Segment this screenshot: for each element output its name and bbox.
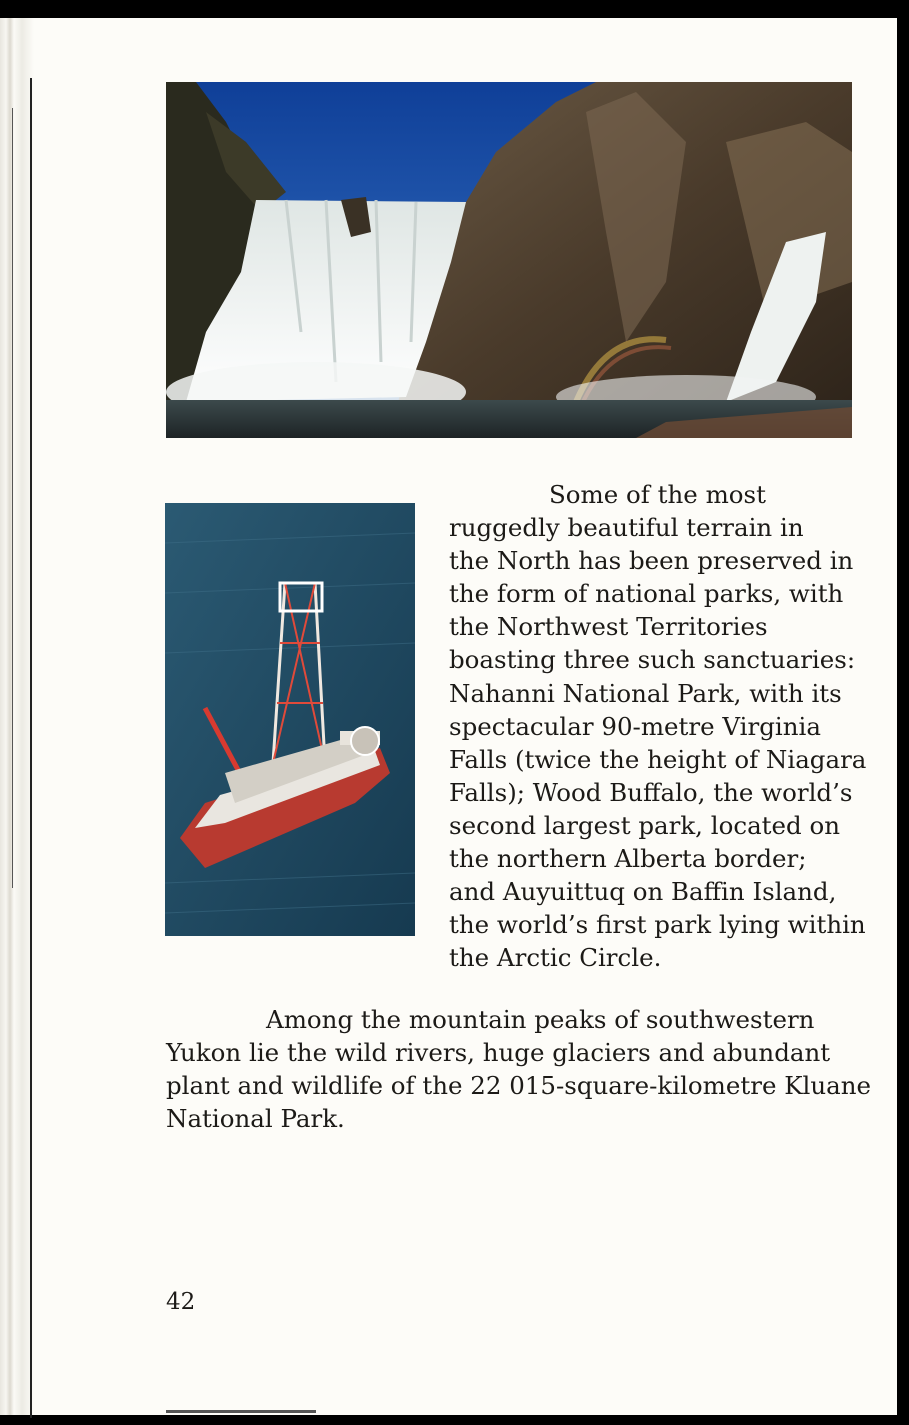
text-line: Yukon lie the wild rivers, huge glaciers and abundant [166,1038,831,1068]
text-line: the Northwest Territories [449,612,768,642]
text-line: the Arctic Circle. [449,943,662,973]
text-line: ruggedly beautiful terrain in [449,513,804,543]
text-line: Falls); Wood Buffalo, the world’s [449,777,853,807]
edge-line [12,108,13,888]
text-line: the form of national parks, with [449,579,844,609]
text-line: National Park. [166,1104,345,1134]
text-line: the world’s first park lying within [449,910,866,940]
edge-line [30,78,32,1418]
text-line: spectacular 90-metre Virginia [449,711,821,741]
text-line: second largest park, located on [449,810,841,840]
body-paragraph-kluane [166,1003,872,1135]
body-paragraph-national-parks [449,478,867,974]
text-line: the North has been preserved in [449,546,854,576]
page-edges [0,18,40,1415]
text-line: the northern Alberta border; [449,844,807,874]
text-line: Falls (twice the height of Niagara [449,744,867,774]
text-line: Among the mountain peaks of southwestern [266,1005,815,1034]
waterfall-photo [166,82,852,438]
page-number: 42 [166,1289,196,1315]
text-line: plant and wildlife of the 22 015-square-kilometre Kluane [166,1071,872,1101]
drilling-ship-photo [165,503,415,936]
text-line: and Auyuittuq on Baffin Island, [449,877,837,907]
scan-artifact [166,1410,316,1413]
text-line: boasting three such sanctuaries: [449,645,856,675]
text-line: Some of the most [549,480,766,509]
text-line: Nahanni National Park, with its [449,678,842,708]
